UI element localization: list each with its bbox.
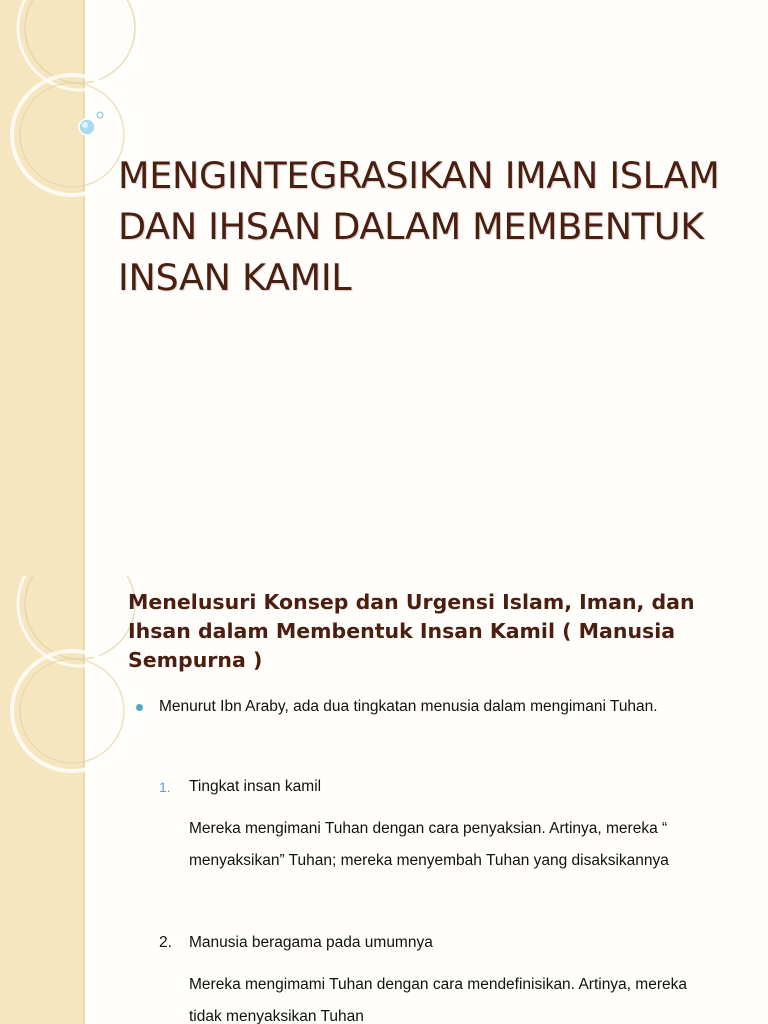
content-slide [0,576,768,1024]
slide-heading: Menelusuri Konsep dan Urgensi Islam, Iman, dan Ihsan dalam Membentuk Insan Kamil ( Manusia Sempurna ) [128,590,695,672]
list-item-description: Mereka mengimami Tuhan dengan cara mendefinisikan. Artinya, mereka [189,976,687,993]
slide-title: MENGINTEGRASIKAN IMAN ISLAM DAN IHSAN DALAM MEMBENTUK INSAN KAMIL [118,154,720,299]
list-number: 2. [159,934,172,951]
list-item-description: Mereka mengimani Tuhan dengan cara penyaksian. Artinya, mereka “ [189,820,668,837]
list-number: 1. [159,779,171,795]
list-item-label: Tingkat insan kamil [189,778,322,795]
list-item-description: menyaksikan” Tuhan; mereka menyembah Tuhan yang disaksikannya [189,852,669,869]
list-item-description: tidak menyaksikan Tuhan [189,1008,364,1024]
bullet-text: Menurut Ibn Araby, ada dua tingkatan menusia dalam mengimani Tuhan. [159,698,658,715]
bullet-icon [136,704,143,711]
list-item-label: Manusia beragama pada umumnya [189,934,433,951]
